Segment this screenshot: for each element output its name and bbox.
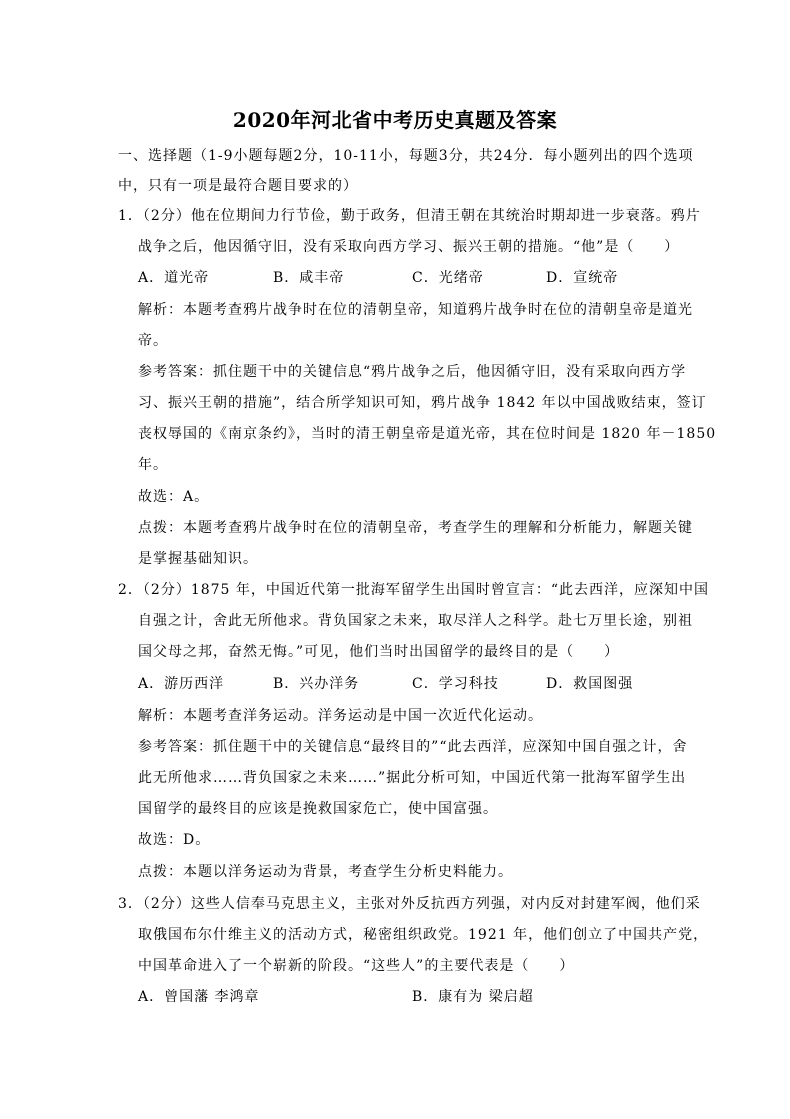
q3-stem: 3．（2分）这些人信奉马克思主义，主张对外反抗西方列强，对内反对封建军阀，他们采 (118, 896, 701, 912)
section-heading: 中，只有一项是最符合题目要求的） (118, 178, 358, 194)
q2-analysis: 解析：本题考查洋务运动。洋务运动是中国一次近代化运动。 (138, 708, 543, 724)
q2-option-a: A．游历西洋 (138, 676, 225, 692)
q1-answer: 年。 (138, 457, 168, 473)
q2-stem: 自强之计，舍此无所他求。背负国家之未来，取尽洋人之科学。赴七万里长途，别祖 (138, 613, 693, 629)
q2-stem: 2．（2分）1875 年，中国近代第一批海军留学生出国时曾宣言：“此去西洋，应深知中国 (118, 582, 710, 598)
q1-answer: 丧权辱国的《南京条约》，当时的清王朝皇帝是道光帝，其在位时间是 1820 年－1850 (138, 426, 717, 442)
q1-answer: 习、振兴王朝的措施”，结合所学知识可知，鸦片战争 1842 年以中国战败结束，签订 (138, 395, 707, 411)
document-title: 2020年河北省中考历史真题及答案 (232, 108, 558, 132)
q2-answer: 国留学的最终目的应该是挽救国家危亡，使中国富强。 (138, 801, 498, 817)
q2-option-b: B．兴办洋务 (273, 676, 360, 692)
q2-option-c: C．学习科技 (412, 676, 499, 692)
q3-option-a: A．曾国藩 李鸿章 (138, 989, 260, 1005)
q1-option-a: A．道光帝 (138, 270, 210, 286)
q1-stem: 战争之后，他因循守旧，没有采取向西方学习、振兴王朝的措施。“他”是（ ） (138, 239, 680, 255)
q1-analysis: 解析：本题考查鸦片战争时在位的清朝皇帝，知道鸦片战争时在位的清朝皇帝是道光 (138, 302, 693, 318)
q1-option-c: C．光绪帝 (412, 270, 484, 286)
q1-tip: 点拨：本题考查鸦片战争时在位的清朝皇帝，考查学生的理解和分析能力，解题关键 (138, 520, 693, 536)
q1-option-b: B．咸丰帝 (273, 270, 345, 286)
q2-answer: 此无所他求……背负国家之未来……”据此分析可知，中国近代第一批海军留学生出 (138, 770, 687, 786)
q2-tip: 点拨：本题以洋务运动为背景，考查学生分析史料能力。 (138, 864, 513, 880)
q2-answer: 参考答案：抓住题干中的关键信息“最终目的”“此去西洋，应深知中国自强之计，舍 (138, 739, 688, 755)
q1-answer: 参考答案：抓住题干中的关键信息“鸦片战争之后，他因循守旧，没有采取向西方学 (138, 364, 687, 380)
q1-option-d: D．宣统帝 (546, 270, 619, 286)
q3-option-b: B．康有为 梁启超 (412, 989, 534, 1005)
section-heading: 一、选择题（1-9小题每题2分，10-11小，每题3分，共24分．每小题列出的四个选项 (118, 148, 694, 164)
q1-analysis: 帝。 (138, 333, 168, 349)
q1-tip: 是掌握基础知识。 (138, 551, 258, 567)
q3-stem: 取俄国布尔什维主义的活动方式，秘密组织政党。1921 年，他们创立了中国共产党， (138, 927, 709, 943)
q2-stem: 国父母之邦，奋然无悔。”可见，他们当时出国留学的最终目的是（ ） (138, 644, 620, 660)
q2-choice: 故选：D。 (138, 832, 211, 848)
q2-option-d: D．救国图强 (546, 676, 634, 692)
q1-stem: 1．（2分）他在位期间力行节俭，勤于政务，但清王朝在其统治时期却进一步衰落。鸦片 (118, 208, 701, 224)
q3-stem: 中国革命进入了一个崭新的阶段。“这些人”的主要代表是（ ） (138, 958, 575, 974)
q1-choice: 故选：A。 (138, 489, 210, 505)
